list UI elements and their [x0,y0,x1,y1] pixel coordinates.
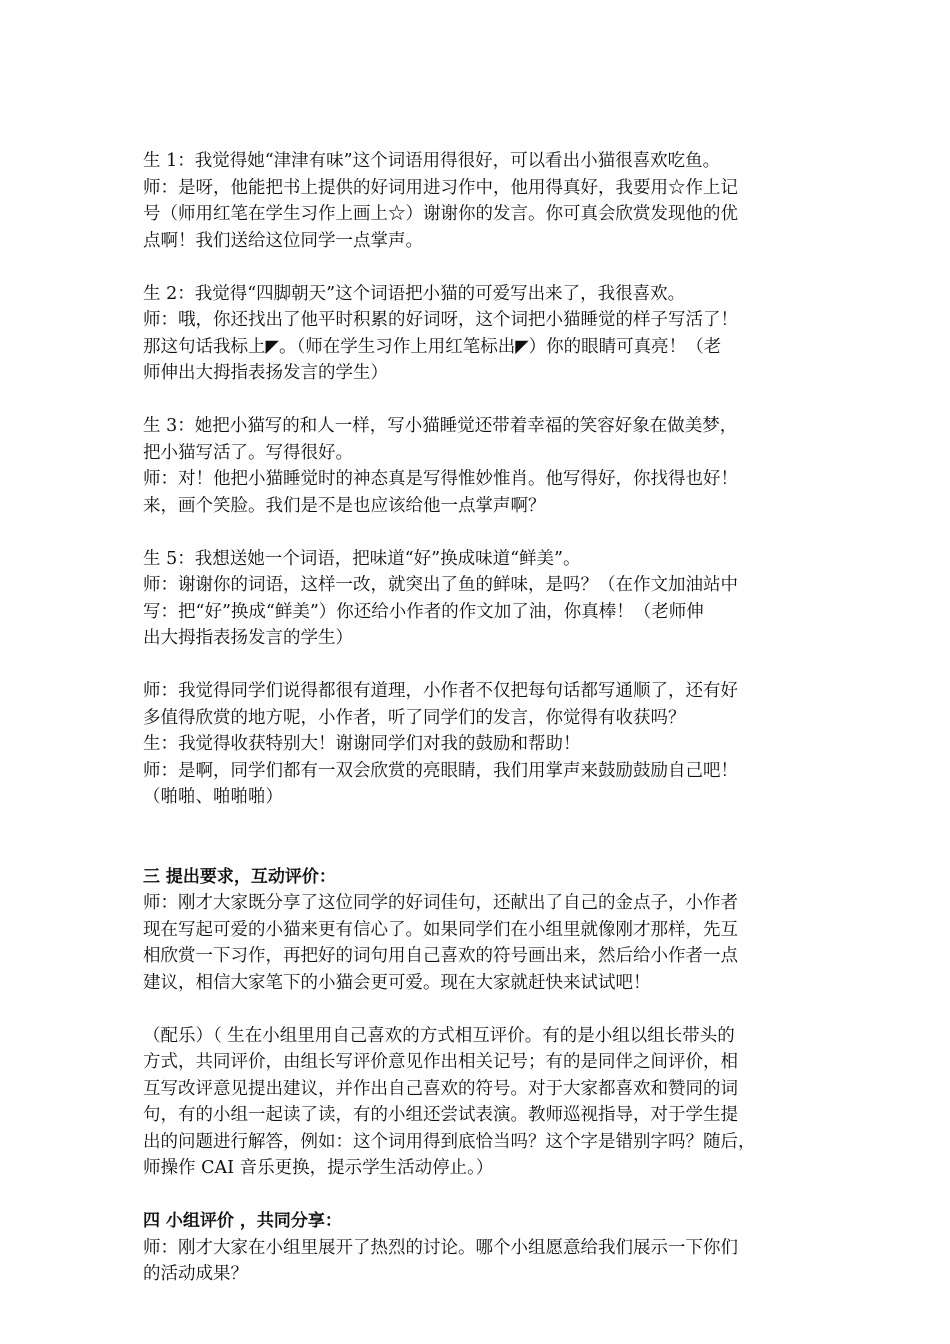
text-line: 出大拇指表扬发言的学生） [143,628,353,648]
text-line: 来，画个笑脸。我们是不是也应该给他一点掌声啊？ [143,495,546,516]
text-line: 师：是啊，同学们都有一双会欣赏的亮眼睛，我们用掌声来鼓励鼓励自己吧！ [143,760,738,781]
text-line: 师：对！他把小猫睡觉时的神态真是写得惟妙惟肖。他写得好，你找得也好！ [143,469,738,489]
text-line: 互写改评意见提出建议，并作出自己喜欢的符号。对于大家都喜欢和赞同的词 [143,1078,738,1099]
spacer [143,254,808,281]
document-body [143,148,808,1288]
text-line: 生 5：我想送她一个词语，把味道“好”换成味道“鲜美”。 [143,548,581,569]
spacer [143,811,808,864]
text-line: 那这句话我标上◤。（师在学生习作上用红笔标出◤）你的眼睛可真亮！（老 [143,336,722,357]
text-line: 句，有的小组一起读了读，有的小组还尝试表演。教师巡视指导，对于学生提 [143,1105,738,1125]
text-line: 师：我觉得同学们说得都很有道理，小作者不仅把每句话都写通顺了，还有好 [143,681,738,701]
spacer [143,652,808,679]
text-line: （配乐）（ 生在小组里用自己喜欢的方式相互评价。有的是小组以组长带头的 [143,1025,735,1046]
paragraph-student2 [143,281,808,387]
text-line: 师：哦，你还找出了他平时积累的好词呀，这个词把小猫睡觉的样子写活了！ [143,310,738,330]
spacer [143,996,808,1023]
paragraph-teacher-summary [143,678,808,811]
paragraph-student5 [143,546,808,652]
text-line: 生 2：我觉得“四脚朝天”这个词语把小猫的可爱写出来了，我很喜欢。 [143,283,686,304]
text-line: 相欣赏一下习作，再把好的词句用自己喜欢的符号画出来，然后给小作者一点 [143,946,738,966]
section-heading: 四 小组评价 ，共同分享： [143,1211,342,1231]
text-line: 师：刚才大家既分享了这位同学的好词佳句，还献出了自己的金点子，小作者 [143,893,738,913]
spacer [143,519,808,546]
text-line: 方式，共同评价，由组长写评价意见作出相关记号；有的是同伴之间评价，相 [143,1052,738,1072]
text-line: 出的问题进行解答，例如：这个词用得到底恰当吗？这个字是错别字吗？随后， [143,1131,756,1152]
text-line: 师操作 CAI 音乐更换，提示学生活动停止。） [143,1158,494,1178]
text-line: 建议，相信大家笔下的小猫会更可爱。现在大家就赶快来试试吧！ [143,972,651,993]
text-line: 把小猫写活了。写得很好。 [143,442,353,463]
text-line: 号（师用红笔在学生习作上画上☆）谢谢你的发言。你可真会欣赏发现他的优 [143,204,738,224]
spacer [143,1182,808,1209]
text-line: 现在写起可爱的小猫来更有信心了。如果同学们在小组里就像刚才那样，先互 [143,919,738,940]
section-three [143,864,808,997]
text-line: 的活动成果？ [143,1264,248,1284]
text-line: （啪啪、啪啪啪） [143,787,283,807]
spacer [143,387,808,414]
text-line: 生 3：她把小猫写的和人一样，写小猫睡觉还带着幸福的笑容好象在做美梦， [143,416,738,436]
paragraph-student3 [143,413,808,519]
text-line: 写：把“好”换成“鲜美”）你还给小作者的作文加了油，你真棒！（老师伸 [143,601,704,622]
text-line: 多值得欣赏的地方呢，小作者，听了同学们的发言，你觉得有收获吗？ [143,707,686,728]
paragraph-activity [143,1023,808,1182]
section-heading: 三 提出要求，互动评价： [143,866,336,887]
text-line: 师：是呀，他能把书上提供的好词用进习作中，他用得真好，我要用☆作上记 [143,177,738,198]
paragraph-student1 [143,148,808,254]
text-line: 师伸出大拇指表扬发言的学生） [143,363,388,383]
text-line: 点啊！我们送给这位同学一点掌声。 [143,230,423,251]
text-line: 生：我觉得收获特别大！谢谢同学们对我的鼓励和帮助！ [143,734,581,754]
text-line: 生 1：我觉得她“津津有味”这个词语用得很好，可以看出小猫很喜欢吃鱼。 [143,151,721,171]
text-line: 师：谢谢你的词语，这样一改，就突出了鱼的鲜味，是吗？（在作文加油站中 [143,575,738,595]
section-four [143,1208,808,1288]
text-line: 师：刚才大家在小组里展开了热烈的讨论。哪个小组愿意给我们展示一下你们 [143,1237,738,1258]
